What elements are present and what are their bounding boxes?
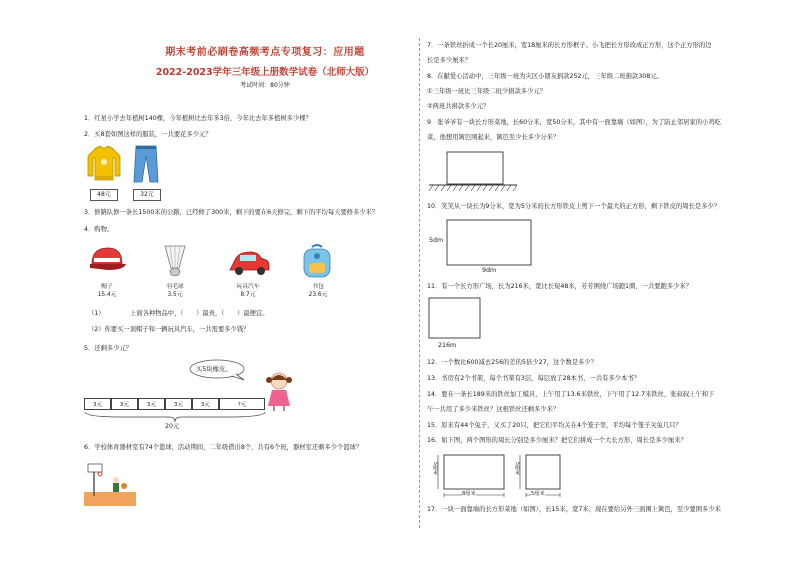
question-9-line1: 9．张爷爷有一块长方形菜地，长60分米，宽50分米，其中有一面靠墙（如图），为了防止邻居家的小鸡吃 [427, 119, 721, 126]
basketball-scene-icon [84, 462, 136, 506]
item-price: 8.7元 [240, 292, 256, 298]
question-14-line2: 午一共用了多少米铁丝？这根铁丝还剩多少米？ [427, 406, 560, 413]
money-segment: 3元 [84, 398, 111, 410]
question-8-line1: 8．在献爱心活动中，三年级一班为灾区小朋友捐款252元，三年级二班捐款308元。 [427, 73, 663, 80]
question-17: 17．一块一面靠墙的长方形菜地（如图），长15米，宽7米，现在要给另外三面围上篱笆，至少要围多少米 [427, 506, 721, 513]
sweater-icon [86, 144, 122, 182]
question-2: 2．买8套如图这样的服装，一共要花多少元？ [84, 131, 212, 138]
page-title: 期末考前必刷卷高频考点专项复习：应用题 [165, 47, 365, 58]
figure-10-width-label: 5dm [429, 237, 444, 244]
total-brace [84, 411, 266, 423]
money-segment: 3元 [138, 398, 165, 410]
item-price: 23.6元 [308, 292, 328, 298]
rectangle-figure-10 [446, 219, 534, 269]
item-name: 玩具汽车 [236, 284, 260, 290]
wall-garden-figure [427, 150, 519, 192]
total-label: 20元 [165, 423, 180, 430]
question-14-line1: 14．要在一条长189米的铁丝加工模具，上午用了13.6米铁丝，下午用了12.7米铁丝，张叔叔上午和下 [427, 391, 715, 398]
column-divider [419, 38, 420, 528]
question-4-sub1: 上面各种物品中，（ ）最贵，（ ）最便宜。 [130, 310, 269, 317]
toy-car-icon [228, 248, 270, 276]
question-16: 16．如下图，两个图形的周长分别是多少厘米？把它们拼成一个大长方形，周长是多少厘米？ [427, 437, 687, 444]
question-6: 6．学校体育器材室有74个篮球，活动期间，二年级借出8个，共有6个班，器材室还剩多少个篮球？ [84, 444, 363, 451]
shuttlecock-icon [162, 244, 188, 278]
question-7-line2: 长是多少厘米？ [427, 57, 472, 64]
question-4-sub1-number: （1） [88, 310, 105, 317]
question-9-line2: 菜，他想用篱笆围起来，篱笆至少长多少分米？ [427, 134, 560, 141]
money-segment-remaining: ?元 [219, 398, 265, 410]
question-15: 15．原来有44个兔子，又买了20只，把它们平均关在4个笼子里，平均每个笼子关兔几只？ [427, 422, 682, 429]
figure-16b-width-label: 5厘米 [514, 462, 520, 476]
figure-10-length-label: 9dm [482, 267, 497, 274]
girl-icon [264, 370, 294, 412]
cap-icon [86, 244, 128, 274]
item-name: 书包 [312, 284, 324, 290]
figure-16b-length-label: 5厘米 [531, 491, 545, 497]
money-segment: 3元 [165, 398, 192, 410]
backpack-icon [300, 243, 334, 279]
pants-icon [132, 144, 160, 184]
question-11: 11．有一个长方形广场，长为216米，宽比长短48米，芳芳围绕广场跑1圈，一共要跑多少米？ [427, 283, 693, 290]
item-name: 帽子 [101, 284, 113, 290]
item-name: 羽毛球 [166, 284, 184, 290]
money-segment: 3元 [192, 398, 219, 410]
question-13: 13．书房有2个书架，每个书架有3层，每层放了28本书，一共有多少本书？ [427, 375, 640, 382]
rectangle-figure-11 [428, 297, 482, 341]
figure-11-length-label: 216m [438, 342, 457, 349]
page-subtitle: 2022-2023学年三年级上册数学试卷（北师大版） [155, 67, 375, 78]
question-5: 5．还剩多少元？ [84, 345, 133, 352]
question-12: 12．一个数比600减去256的差的5倍少27，这个数是多少？ [427, 359, 598, 366]
question-8-sub1: ①三年级一班比三年级二班少捐款多少元？ [427, 88, 546, 95]
exam-time: 考试时间：80分钟 [240, 82, 290, 89]
question-7-line1: 7．一条铁丝折成一个长20厘米，宽18厘米的长方形框子。小飞把长方形改成正方形，这个正方形的边 [427, 42, 712, 49]
question-3: 3．修路队修一条长1500米的公路，已经修了300米，剩下的要在6天修完，剩下的平均每天要修多少米？ [84, 209, 379, 216]
price-tag: 32元 [133, 189, 161, 201]
question-1: 1．红星小学去年植树140棵，今年植树比去年多3倍，今年比去年多植树多少棵？ [84, 115, 312, 122]
figure-16a-width-label: 5厘米 [432, 462, 438, 476]
item-price: 15.4元 [97, 292, 117, 298]
question-4: 4．购物。 [84, 226, 114, 233]
figure-16a-length-label: 8厘米 [462, 491, 476, 497]
question-4-sub2: （2）你要买一顶帽子和一辆玩具汽车，一共需要多少钱？ [88, 326, 250, 333]
speech-bubble-text: 买5块橡皮。 [196, 366, 232, 373]
money-segment: 3元 [111, 398, 138, 410]
item-price: 3.5元 [167, 292, 183, 298]
price-tag: 48元 [90, 189, 118, 201]
question-8-sub2: ②两班共捐款多少元？ [427, 103, 490, 110]
question-10: 10．笑笑从一块长为9分米，宽为5分米的长方形铁皮上剪下一个最大的正方形，剩下铁皮的周长是多少？ [427, 203, 721, 210]
